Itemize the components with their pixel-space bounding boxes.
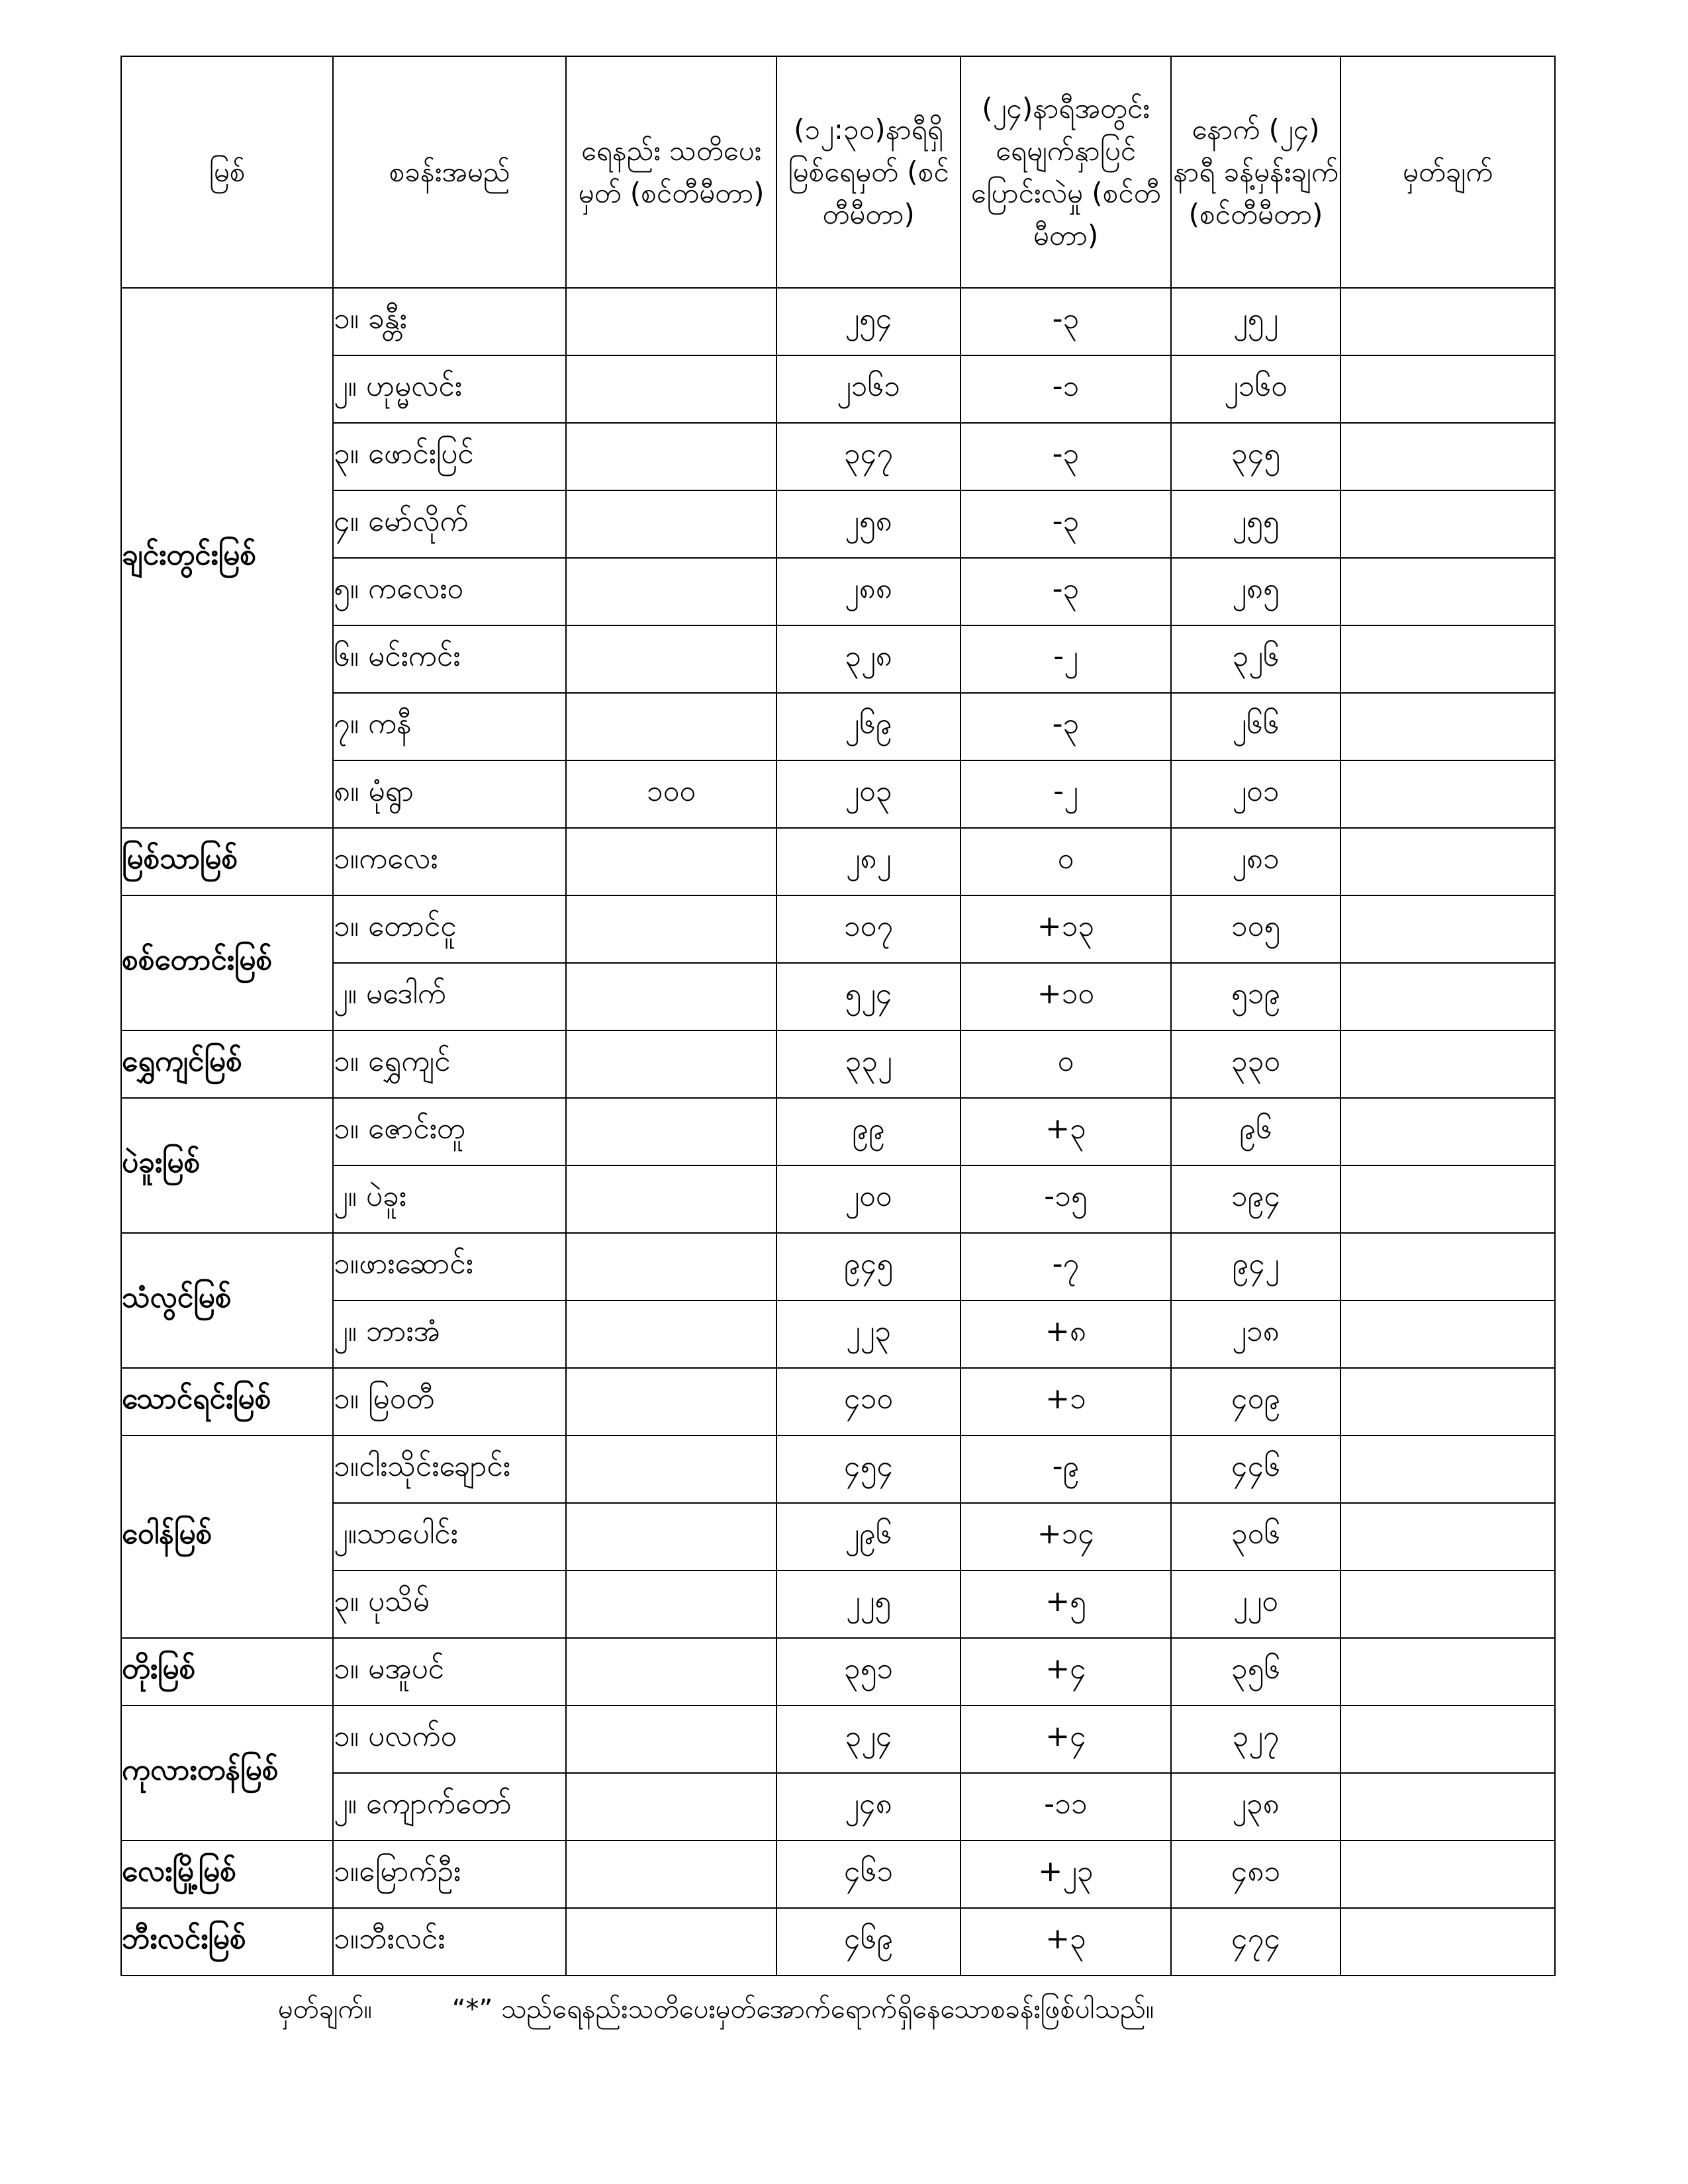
forecast-cell: ၂၅၅ xyxy=(1171,490,1340,558)
remark-cell xyxy=(1340,1165,1555,1233)
current-level-cell: ၂၅၄ xyxy=(776,288,961,355)
header-remark: မှတ်ချက် xyxy=(1340,56,1555,288)
station-name-cell: ၂။ ဘားအံ xyxy=(333,1300,566,1368)
river-name-cell: ဘီးလင်းမြစ် xyxy=(121,1908,333,1976)
table-row xyxy=(121,760,1555,828)
station-name-cell: ၁။ဖားဆောင်း xyxy=(333,1233,566,1300)
table-body xyxy=(121,288,1555,1976)
current-level-cell: ၅၂၄ xyxy=(776,963,961,1030)
change-cell: +၃ xyxy=(961,1098,1171,1165)
remark-cell xyxy=(1340,828,1555,895)
forecast-cell: ၂၅၂ xyxy=(1171,288,1340,355)
warning-level-cell xyxy=(566,1908,776,1976)
header-forecast: နောက် (၂၄) နာရီ ခန့်မှန်းချက် (စင်တီမီတာ) xyxy=(1171,56,1340,288)
river-name-cell: ချင်းတွင်းမြစ် xyxy=(121,288,333,828)
remark-cell xyxy=(1340,625,1555,693)
table-row xyxy=(121,1030,1555,1098)
station-name-cell: ၂။ ကျောက်တော် xyxy=(333,1773,566,1841)
station-name-cell: ၂။ ပဲခူး xyxy=(333,1165,566,1233)
table-row xyxy=(121,1908,1555,1976)
forecast-cell: ၁၉၄ xyxy=(1171,1165,1340,1233)
river-name-cell: ကုလားတန်မြစ် xyxy=(121,1706,333,1841)
river-name-cell: ဝေါန်မြစ် xyxy=(121,1435,333,1638)
change-cell: ၀ xyxy=(961,828,1171,895)
change-cell: +၅ xyxy=(961,1570,1171,1638)
warning-level-cell xyxy=(566,1098,776,1165)
table-header-row xyxy=(121,56,1555,288)
change-cell: +၃ xyxy=(961,1908,1171,1976)
forecast-cell: ၅၁၉ xyxy=(1171,963,1340,1030)
warning-level-cell xyxy=(566,963,776,1030)
warning-level-cell xyxy=(566,1030,776,1098)
station-name-cell: ၁။ဘီးလင်း xyxy=(333,1908,566,1976)
table-row xyxy=(121,1841,1555,1908)
table-row xyxy=(121,1773,1555,1841)
forecast-cell: ၃၄၅ xyxy=(1171,423,1340,490)
forecast-cell: ၃၂၇ xyxy=(1171,1706,1340,1773)
current-level-cell: ၂၆၉ xyxy=(776,693,961,760)
warning-level-cell xyxy=(566,828,776,895)
change-cell: ၀ xyxy=(961,1030,1171,1098)
remark-cell xyxy=(1340,355,1555,423)
current-level-cell: ၃၂၄ xyxy=(776,1706,961,1773)
station-name-cell: ၁။ကလေး xyxy=(333,828,566,895)
station-name-cell: ၂။ မဒေါက် xyxy=(333,963,566,1030)
station-name-cell: ၁။မြောက်ဦး xyxy=(333,1841,566,1908)
warning-level-cell xyxy=(566,895,776,963)
current-level-cell: ၂၂၃ xyxy=(776,1300,961,1368)
header-current-level: (၁၂:၃၀)နာရီရှိ မြစ်ရေမှတ် (စင်တီမီတာ) xyxy=(776,56,961,288)
table-row xyxy=(121,1165,1555,1233)
remark-cell xyxy=(1340,490,1555,558)
remark-cell xyxy=(1340,963,1555,1030)
forecast-cell: ၃၃၀ xyxy=(1171,1030,1340,1098)
current-level-cell: ၃၅၁ xyxy=(776,1638,961,1706)
forecast-cell: ၂၆၆ xyxy=(1171,693,1340,760)
station-name-cell: ၁။ မအူပင် xyxy=(333,1638,566,1706)
forecast-cell: ၉၄၂ xyxy=(1171,1233,1340,1300)
station-name-cell: ၁။ငါးသိုင်းချောင်း xyxy=(333,1435,566,1503)
station-name-cell: ၁။ ပလက်ဝ xyxy=(333,1706,566,1773)
header-river: မြစ် xyxy=(121,56,333,288)
forecast-cell: ၃၂၆ xyxy=(1171,625,1340,693)
warning-level-cell xyxy=(566,1233,776,1300)
header-24h-change: (၂၄)နာရီအတွင်း ရေမျက်နှာပြင် ပြောင်းလဲမှု (စင်တီမီတာ) xyxy=(961,56,1171,288)
change-cell: -၉ xyxy=(961,1435,1171,1503)
table-row xyxy=(121,1098,1555,1165)
station-name-cell: ၈။ မုံရွာ xyxy=(333,760,566,828)
station-name-cell: ၁။ မြဝတီ xyxy=(333,1368,566,1435)
change-cell: -၃ xyxy=(961,558,1171,625)
table-row xyxy=(121,355,1555,423)
change-cell: +၁ xyxy=(961,1368,1171,1435)
remark-cell xyxy=(1340,1773,1555,1841)
table-row xyxy=(121,1233,1555,1300)
station-name-cell: ၁။ ရွှေကျင် xyxy=(333,1030,566,1098)
warning-level-cell xyxy=(566,1773,776,1841)
change-cell: +၄ xyxy=(961,1706,1171,1773)
current-level-cell: ၂၁၆၁ xyxy=(776,355,961,423)
warning-level-cell xyxy=(566,558,776,625)
current-level-cell: ၂၂၅ xyxy=(776,1570,961,1638)
change-cell: -၃ xyxy=(961,288,1171,355)
remark-cell xyxy=(1340,1503,1555,1570)
remark-cell xyxy=(1340,1030,1555,1098)
table-row xyxy=(121,1570,1555,1638)
forecast-cell: ၂၃၈ xyxy=(1171,1773,1340,1841)
river-name-cell: စစ်တောင်းမြစ် xyxy=(121,895,333,1030)
forecast-cell: ၂၁၆၀ xyxy=(1171,355,1340,423)
warning-level-cell xyxy=(566,1570,776,1638)
table-row xyxy=(121,423,1555,490)
table-row xyxy=(121,963,1555,1030)
warning-level-cell xyxy=(566,1435,776,1503)
change-cell: -၇ xyxy=(961,1233,1171,1300)
table-row xyxy=(121,1503,1555,1570)
current-level-cell: ၂၉၆ xyxy=(776,1503,961,1570)
forecast-cell: ၄၄၆ xyxy=(1171,1435,1340,1503)
change-cell: -၁ xyxy=(961,355,1171,423)
current-level-cell: ၂၈၈ xyxy=(776,558,961,625)
current-level-cell: ၉၄၅ xyxy=(776,1233,961,1300)
warning-level-cell xyxy=(566,355,776,423)
warning-level-cell xyxy=(566,423,776,490)
remark-cell xyxy=(1340,1098,1555,1165)
remark-cell xyxy=(1340,288,1555,355)
current-level-cell: ၄၁၀ xyxy=(776,1368,961,1435)
warning-level-cell xyxy=(566,1165,776,1233)
river-name-cell: လေးမြို့မြစ် xyxy=(121,1841,333,1908)
remark-cell xyxy=(1340,423,1555,490)
change-cell: -၁၁ xyxy=(961,1773,1171,1841)
change-cell: -၃ xyxy=(961,693,1171,760)
table-row xyxy=(121,1638,1555,1706)
forecast-cell: ၂၈၅ xyxy=(1171,558,1340,625)
change-cell: -၁၅ xyxy=(961,1165,1171,1233)
table-row xyxy=(121,1368,1555,1435)
remark-cell xyxy=(1340,1368,1555,1435)
warning-level-cell: ၁၀၀ xyxy=(566,760,776,828)
station-name-cell: ၃။ ဖောင်းပြင် xyxy=(333,423,566,490)
station-name-cell: ၄။ မော်လိုက် xyxy=(333,490,566,558)
table-row xyxy=(121,288,1555,355)
table-row xyxy=(121,1300,1555,1368)
remark-cell xyxy=(1340,1706,1555,1773)
forecast-cell: ၂၀၁ xyxy=(1171,760,1340,828)
forecast-cell: ၄၀၉ xyxy=(1171,1368,1340,1435)
forecast-cell: ၁၀၅ xyxy=(1171,895,1340,963)
river-name-cell: ရွှေကျင်မြစ် xyxy=(121,1030,333,1098)
warning-level-cell xyxy=(566,490,776,558)
warning-level-cell xyxy=(566,1368,776,1435)
current-level-cell: ၄၆၉ xyxy=(776,1908,961,1976)
warning-level-cell xyxy=(566,1706,776,1773)
change-cell: +၁၀ xyxy=(961,963,1171,1030)
station-name-cell: ၁။ တောင်ငူ xyxy=(333,895,566,963)
station-name-cell: ၁။ ဇောင်းတူ xyxy=(333,1098,566,1165)
warning-level-cell xyxy=(566,1841,776,1908)
current-level-cell: ၉၉ xyxy=(776,1098,961,1165)
forecast-cell: ၄၈၁ xyxy=(1171,1841,1340,1908)
warning-level-cell xyxy=(566,1503,776,1570)
remark-cell xyxy=(1340,1570,1555,1638)
forecast-cell: ၄၇၄ xyxy=(1171,1908,1340,1976)
change-cell: +၁၄ xyxy=(961,1503,1171,1570)
table-row xyxy=(121,1435,1555,1503)
current-level-cell: ၂၅၈ xyxy=(776,490,961,558)
station-name-cell: ၅။ ကလေးဝ xyxy=(333,558,566,625)
remark-cell xyxy=(1340,558,1555,625)
remark-cell xyxy=(1340,1300,1555,1368)
change-cell: +၄ xyxy=(961,1638,1171,1706)
warning-level-cell xyxy=(566,288,776,355)
change-cell: +၈ xyxy=(961,1300,1171,1368)
remark-cell xyxy=(1340,1233,1555,1300)
station-name-cell: ၂။ ဟုမ္မလင်း xyxy=(333,355,566,423)
station-name-cell: ၃။ ပုသိမ် xyxy=(333,1570,566,1638)
change-cell: -၂ xyxy=(961,760,1171,828)
forecast-cell: ၉၆ xyxy=(1171,1098,1340,1165)
forecast-cell: ၂၁၈ xyxy=(1171,1300,1340,1368)
remark-cell xyxy=(1340,1841,1555,1908)
current-level-cell: ၂၀၃ xyxy=(776,760,961,828)
current-level-cell: ၄၆၁ xyxy=(776,1841,961,1908)
header-station: စခန်းအမည် xyxy=(333,56,566,288)
river-name-cell: ပဲခူးမြစ် xyxy=(121,1098,333,1233)
change-cell: -၃ xyxy=(961,490,1171,558)
river-name-cell: မြစ်သာမြစ် xyxy=(121,828,333,895)
warning-level-cell xyxy=(566,625,776,693)
station-name-cell: ၇။ ကနီ xyxy=(333,693,566,760)
remark-cell xyxy=(1340,1908,1555,1976)
table-row xyxy=(121,625,1555,693)
current-level-cell: ၁၀၇ xyxy=(776,895,961,963)
change-cell: -၂ xyxy=(961,625,1171,693)
remark-cell xyxy=(1340,693,1555,760)
river-name-cell: သောင်ရင်းမြစ် xyxy=(121,1368,333,1435)
footnote-text: “*” သည်ရေနည်းသတိပေးမှတ်အောက်ရောက်ရှိနေသောစခန်းဖြစ်ပါသည်။ xyxy=(451,1994,1154,2025)
remark-cell xyxy=(1340,895,1555,963)
remark-cell xyxy=(1340,760,1555,828)
change-cell: +၂၃ xyxy=(961,1841,1171,1908)
current-level-cell: ၄၅၄ xyxy=(776,1435,961,1503)
current-level-cell: ၂၈၂ xyxy=(776,828,961,895)
river-name-cell: တိုးမြစ် xyxy=(121,1638,333,1706)
forecast-cell: ၃၀၆ xyxy=(1171,1503,1340,1570)
remark-cell xyxy=(1340,1638,1555,1706)
current-level-cell: ၃၂၈ xyxy=(776,625,961,693)
table-row xyxy=(121,828,1555,895)
station-name-cell: ၂။သာပေါင်း xyxy=(333,1503,566,1570)
station-name-cell: ၆။ မင်းကင်း xyxy=(333,625,566,693)
table-row xyxy=(121,490,1555,558)
header-warning-level: ရေနည်း သတိပေးမှတ် (စင်တီမီတာ) xyxy=(566,56,776,288)
footnote xyxy=(278,1992,1154,2031)
station-name-cell: ၁။ ခန္တီး xyxy=(333,288,566,355)
remark-cell xyxy=(1340,1435,1555,1503)
current-level-cell: ၃၄၇ xyxy=(776,423,961,490)
table-row xyxy=(121,1706,1555,1773)
table-row xyxy=(121,693,1555,760)
current-level-cell: ၂၄၈ xyxy=(776,1773,961,1841)
warning-level-cell xyxy=(566,693,776,760)
current-level-cell: ၃၃၂ xyxy=(776,1030,961,1098)
change-cell: +၁၃ xyxy=(961,895,1171,963)
forecast-cell: ၂၂၀ xyxy=(1171,1570,1340,1638)
river-level-table xyxy=(120,56,1556,1976)
forecast-cell: ၃၅၆ xyxy=(1171,1638,1340,1706)
current-level-cell: ၂၀၀ xyxy=(776,1165,961,1233)
change-cell: -၃ xyxy=(961,423,1171,490)
warning-level-cell xyxy=(566,1300,776,1368)
river-name-cell: သံလွင်မြစ် xyxy=(121,1233,333,1368)
warning-level-cell xyxy=(566,1638,776,1706)
table-row xyxy=(121,895,1555,963)
forecast-cell: ၂၈၁ xyxy=(1171,828,1340,895)
table-row xyxy=(121,558,1555,625)
footnote-label: မှတ်ချက်။ xyxy=(278,1994,372,2025)
